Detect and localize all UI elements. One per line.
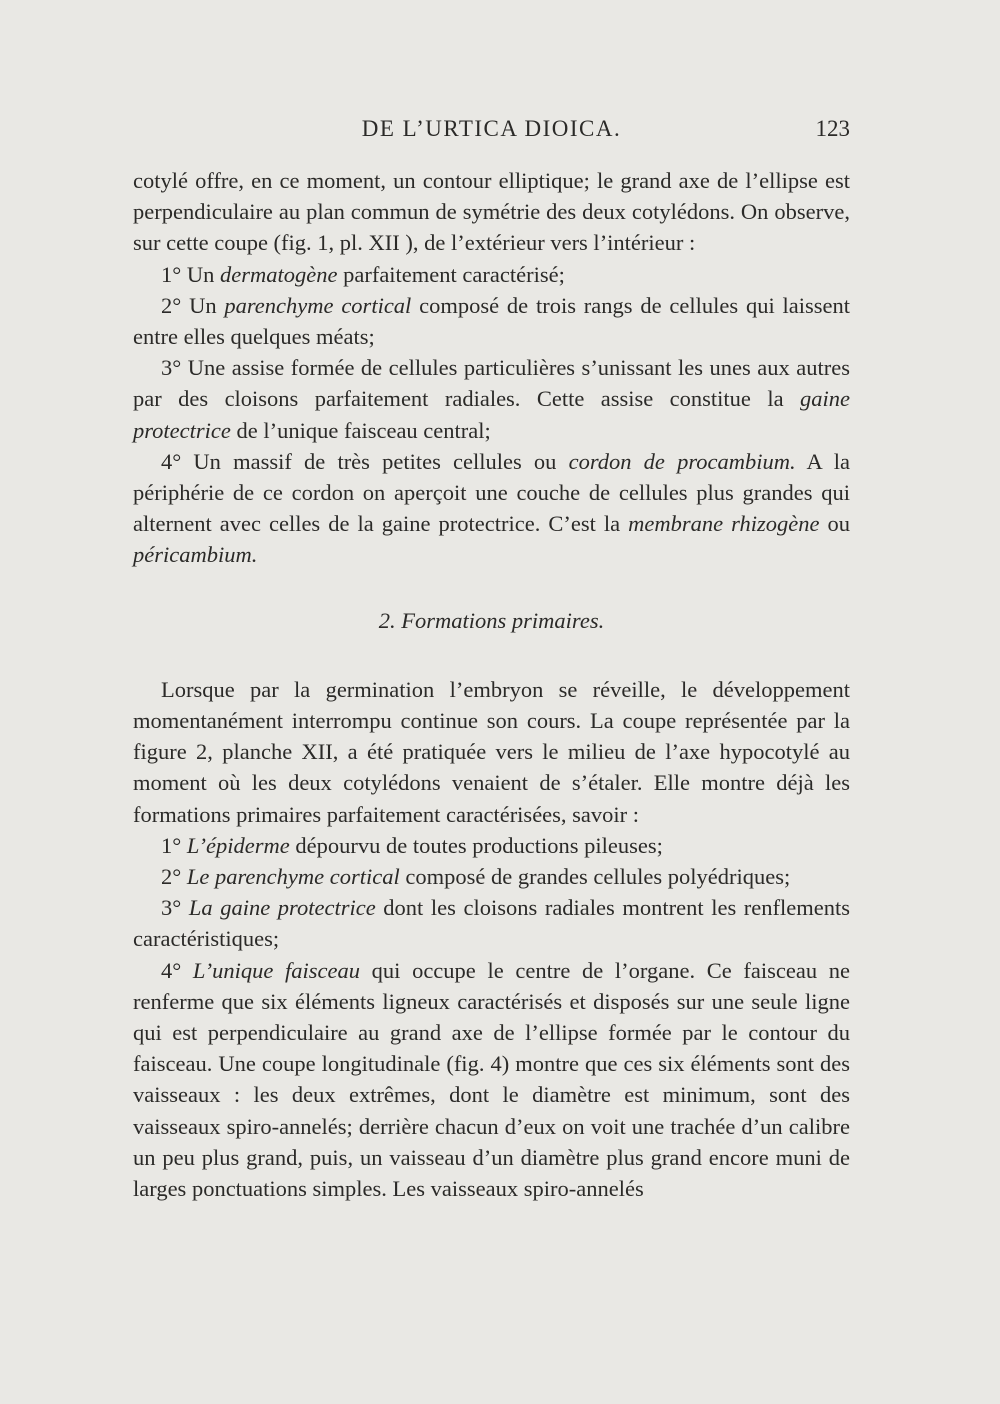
running-head: DE L’URTICA DIOICA. <box>361 116 622 141</box>
item-text: A la périphérie de ce cordon on aperçoit une couche de cellules plus grandes qui alternent avec celles de la gaine protectrice. C’est la <box>133 448 850 537</box>
list-item <box>133 892 850 954</box>
item-number: 1° <box>161 261 182 287</box>
item-term: péricambium. <box>133 542 258 568</box>
item-text: composé de trois rangs de cellules qui laissent entre elles quelques méats; <box>133 292 850 350</box>
item-term: L’épiderme <box>186 832 290 858</box>
item-number: 3° <box>161 355 182 381</box>
item-term: dermatogène <box>220 261 338 287</box>
page-header <box>133 114 850 148</box>
paragraph-continuation: cotylé offre, en ce moment, un contour elliptique; le grand axe de l’ellipse est perpendiculaire au plan commun de symétrie des deux cotylédons. On observe, sur cette coupe (fig. 1, pl. XII ), de l’extérieur vers l’intérieur : <box>133 168 850 256</box>
page-number: 123 <box>815 116 850 141</box>
list-item <box>133 861 850 892</box>
item-number: 3° <box>161 895 182 921</box>
item-number: 2° <box>161 864 182 890</box>
list-item <box>133 352 850 446</box>
item-term: Le parenchyme cortical <box>186 864 400 890</box>
item-text: composé de grandes cellules polyédriques; <box>399 864 791 890</box>
item-term: parenchyme cortical <box>224 292 412 318</box>
item-number: 4° <box>161 448 182 474</box>
item-term: cordon de procambium. <box>568 448 796 474</box>
list-item <box>133 446 850 571</box>
item-text: Un massif de très petites cellules ou <box>181 448 569 474</box>
list-item <box>133 290 850 352</box>
item-text: ou <box>819 511 851 537</box>
item-term: La gaine protectrice <box>188 895 376 921</box>
section-title <box>133 605 850 636</box>
item-number: 4° <box>161 957 182 983</box>
item-text: qui occupe le centre de l’organe. Ce faisceau ne renferme que six éléments ligneux caractérisés et disposés sur une seule ligne qui est perpendiculaire au grand axe de l’ellipse formée par le contour du faisceau. Une coupe longitudinale (fig. 4) montre que ces six éléments sont des vaisseaux : les deux extrêmes, dont le diamètre est minimum, sont des vaisseaux spiro-annelés; derrière chacun d’eux on voit une trachée d’un calibre un peu plus grand, puis, un vaisseau d’un diamètre plus grand encore muni de larges ponctuations simples. Les vaisseaux spiro-annelés <box>133 957 850 1202</box>
item-text: parfaitement caractérisé; <box>337 261 565 287</box>
item-term: L’unique faisceau <box>192 957 360 983</box>
item-text: dont les cloisons radiales montrent les renflements caractéristiques; <box>133 895 851 952</box>
list-item <box>133 955 850 1205</box>
item-text: Un <box>181 292 225 318</box>
item-text: de l’unique faisceau central; <box>230 417 491 443</box>
item-term: membrane rhizogène <box>628 511 820 537</box>
item-text: Une assise formée de cellules particulières s’unissant les unes aux autres par des cloisons parfaitement radiales. Cette assise constitue la <box>133 355 850 412</box>
item-number: 1° <box>161 832 182 858</box>
item-text: Un <box>181 261 220 287</box>
section-title-text: 2. Formations primaires. <box>378 607 605 633</box>
item-term: gaine protectrice <box>133 386 850 443</box>
list-item <box>133 259 850 290</box>
item-text: dépourvu de toutes productions pileuses; <box>289 832 663 858</box>
item-number: 2° <box>161 292 182 318</box>
list-item <box>133 830 850 861</box>
body-text <box>133 165 850 1204</box>
paragraph: Lorsque par la germination l’embryon se réveille, le développement momentanément interrompu continue son cours. La coupe représentée par la figure 2, planche XII, a été pratiquée vers le milieu de l’axe hypocotylé au moment où les deux cotylédons venaient de s’étaler. Elle montre déjà les formations primaires parfaitement caractérisées, savoir : <box>133 676 850 827</box>
